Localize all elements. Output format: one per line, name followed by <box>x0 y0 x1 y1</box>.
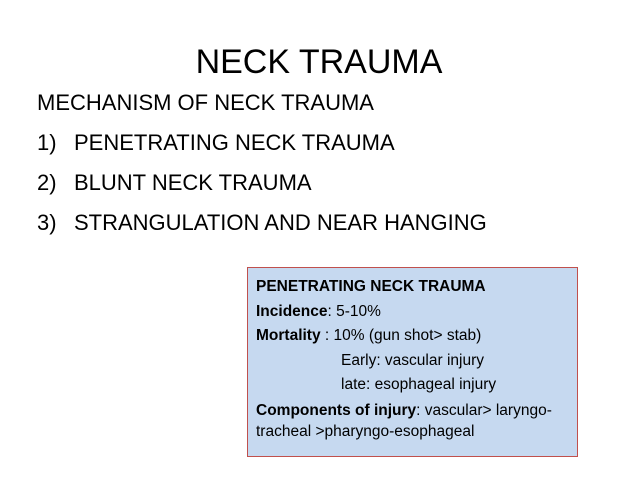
penetrating-trauma-box <box>247 267 578 457</box>
list-item <box>37 208 487 248</box>
early-mortality-line: Early: vascular injury <box>341 351 484 369</box>
list-item <box>37 128 487 168</box>
list-item <box>37 168 487 208</box>
box-heading: PENETRATING NECK TRAUMA <box>256 278 486 295</box>
incidence-line <box>256 300 569 325</box>
mechanism-list <box>37 128 487 248</box>
components-value: : vascular> laryngo-tracheal >pharyngo-esophageal <box>256 401 552 440</box>
mortality-line <box>256 324 569 349</box>
mortality-label: Mortality <box>256 327 321 344</box>
slide-title: NECK TRAUMA <box>195 43 443 81</box>
mortality-value: : 10% (gun shot> stab) <box>320 327 482 344</box>
list-number: 3) <box>37 210 57 235</box>
list-number: 2) <box>37 170 57 195</box>
components-line <box>256 400 576 442</box>
list-number: 1) <box>37 130 57 155</box>
incidence-label: Incidence <box>256 302 328 320</box>
list-label: STRANGULATION AND NEAR HANGING <box>74 210 487 235</box>
late-mortality-line: late: esophageal injury <box>341 376 497 393</box>
list-label: BLUNT NECK TRAUMA <box>74 170 312 195</box>
list-label: PENETRATING NECK TRAUMA <box>74 130 395 155</box>
mechanism-heading: MECHANISM OF NECK TRAUMA <box>37 90 374 115</box>
incidence-value: : 5-10% <box>327 302 381 320</box>
components-label: Components of injury <box>256 401 417 419</box>
